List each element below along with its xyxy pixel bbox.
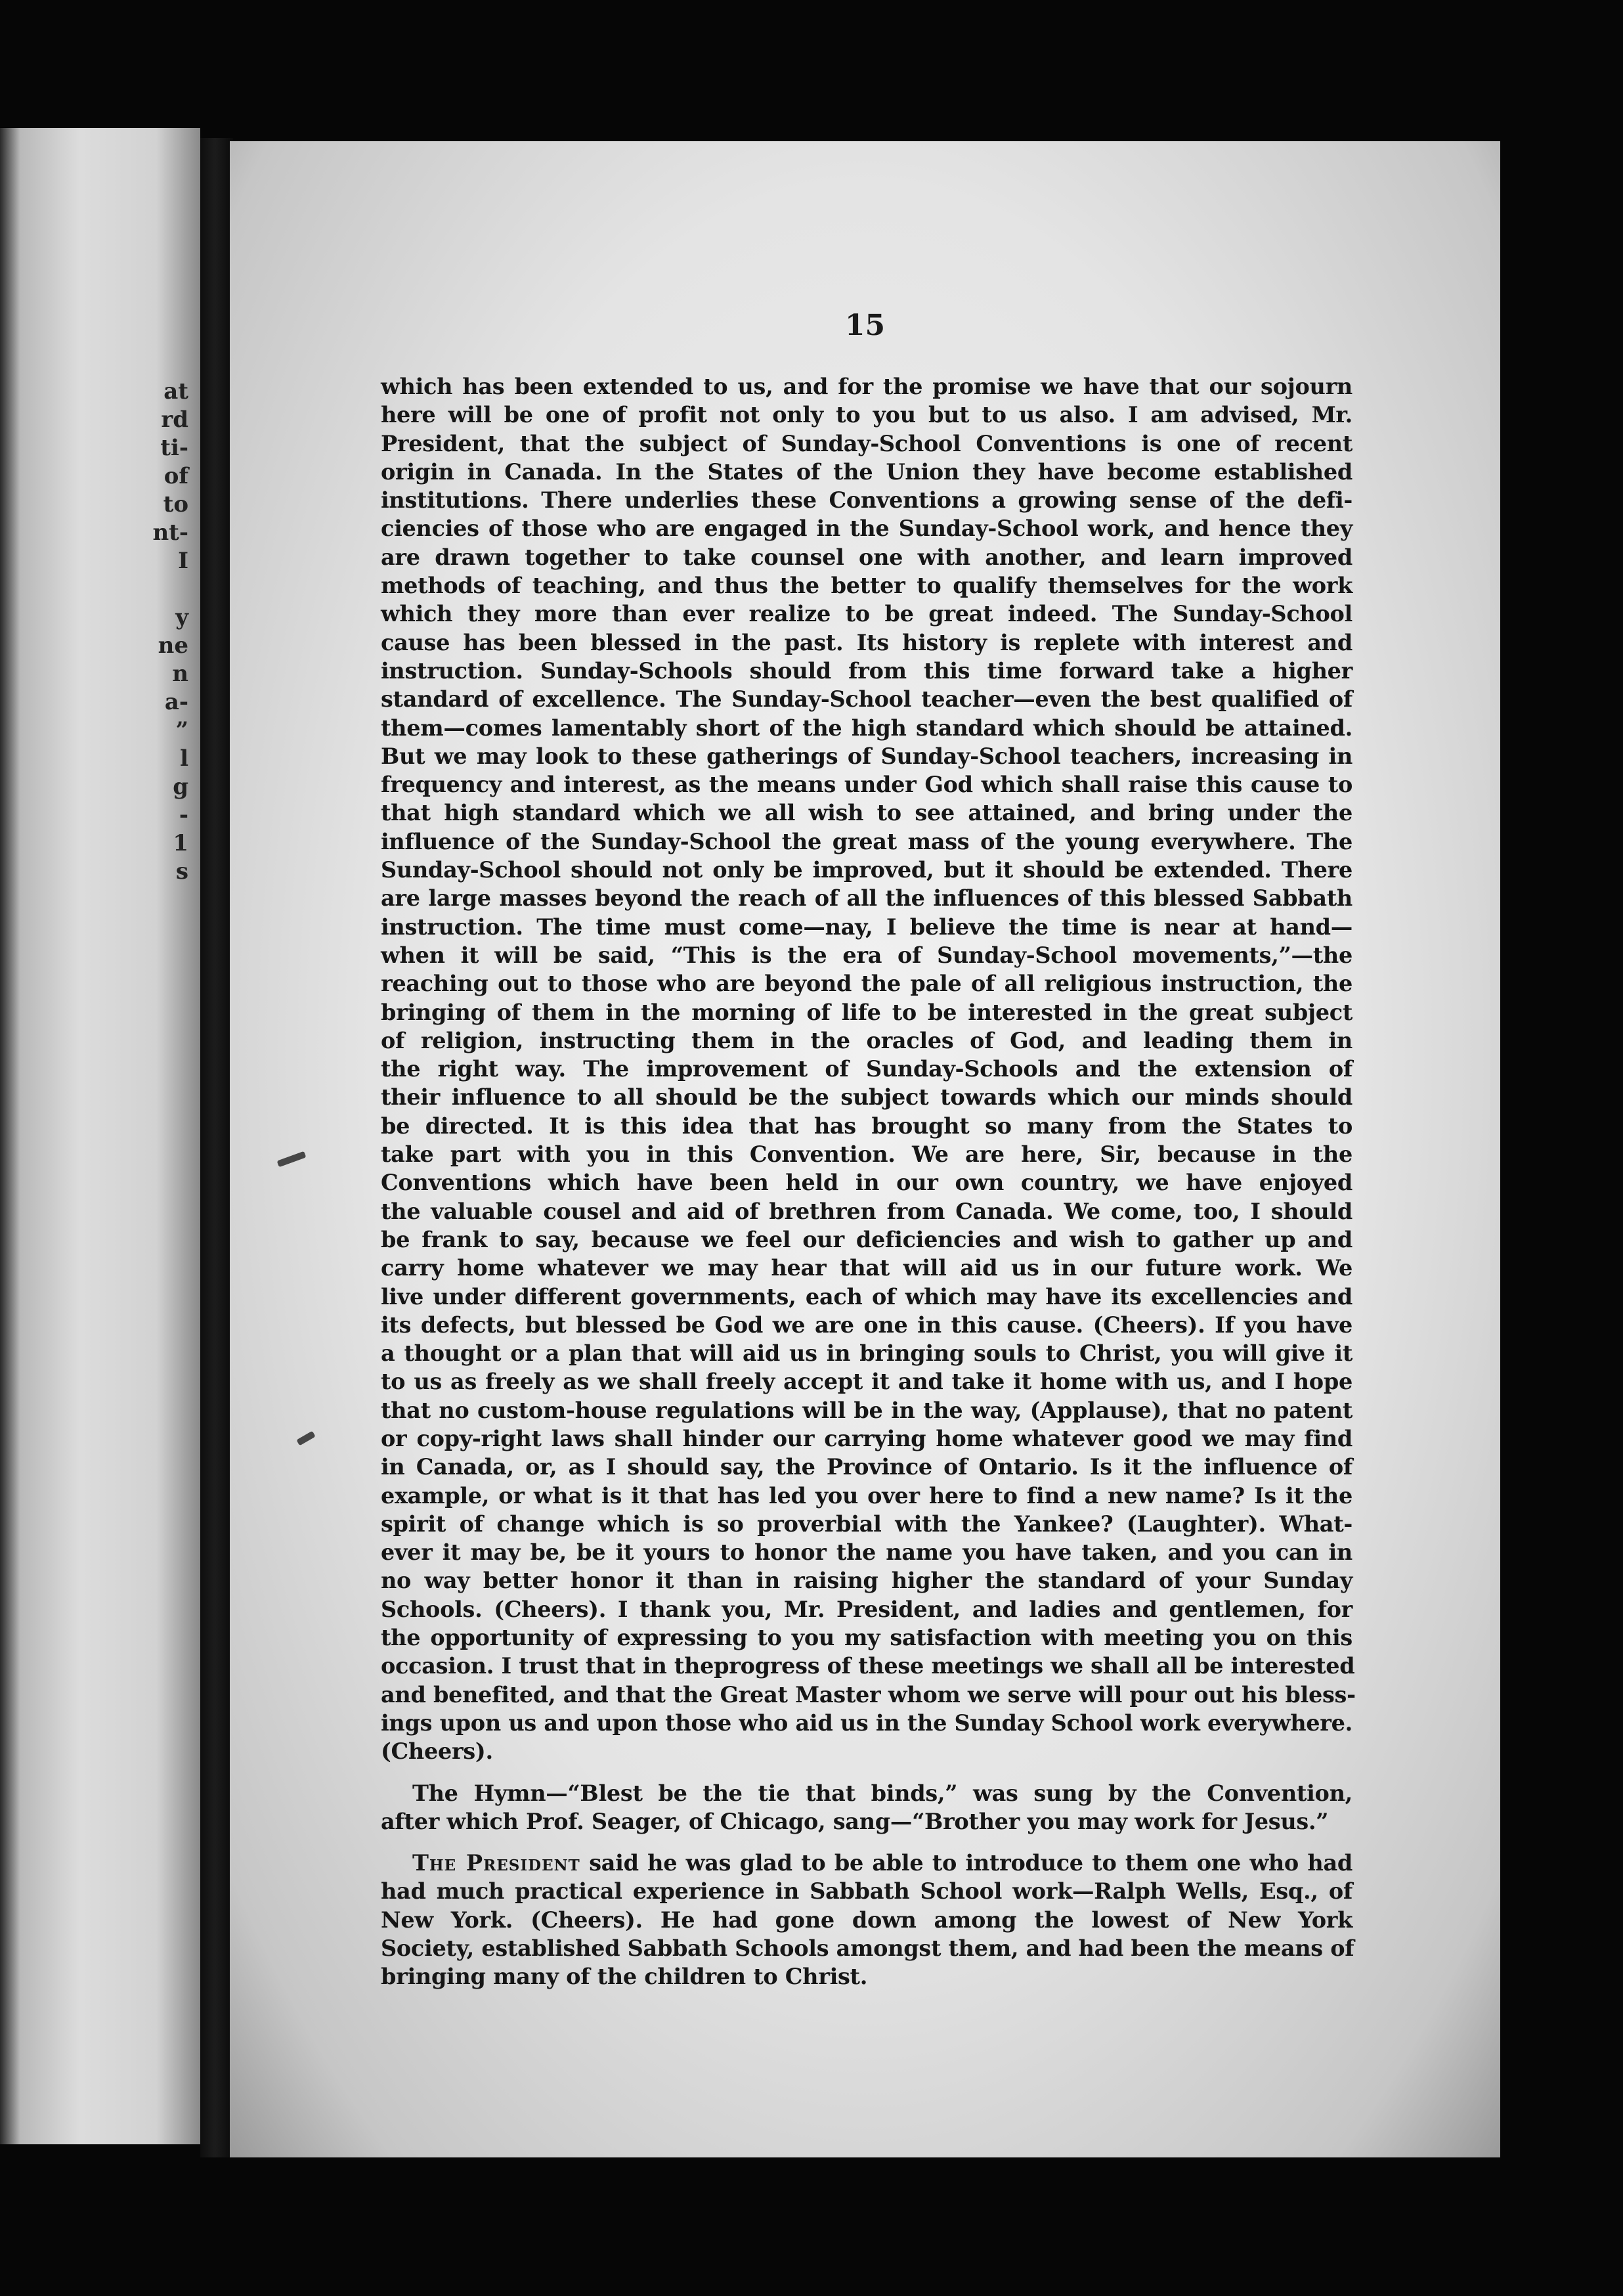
text-line: in Canada, or, as I should say, the Province of Ontario. Is it the influence of <box>381 1454 1352 1480</box>
text-line: (Cheers). <box>381 1738 493 1765</box>
left-page-fragment: of <box>163 463 188 489</box>
text-line-wrap <box>381 1849 1352 1877</box>
text-line: ings upon us and upon those who aid us in the Sunday School work everywhere. <box>381 1710 1352 1736</box>
text-line: or copy-right laws shall hinder our carrying home whatever good we may find <box>381 1425 1352 1451</box>
left-page-fragment: ti- <box>160 435 188 461</box>
text-line: bringing many of the children to Christ. <box>381 1964 868 1990</box>
book-gutter <box>200 138 233 2157</box>
text-line: the valuable cousel and aid of brethren from Canada. We come, too, I should <box>381 1198 1352 1224</box>
left-page-fragment: I <box>178 548 188 574</box>
text-line: influence of the Sunday-School the great mass of the young everywhere. The <box>381 828 1352 854</box>
left-page-fragment: - <box>179 802 188 828</box>
text-line: The Hymn—“Blest be the tie that binds,” was sung by the Convention, <box>412 1780 1352 1806</box>
text-line: cause has been blessed in the past. Its history is replete with interest and <box>381 629 1352 655</box>
text-line: carry home whatever we may hear that will aid us in our future work. We <box>381 1255 1352 1281</box>
text-line: instruction. Sunday-Schools should from this time forward take a higher <box>381 657 1352 684</box>
text-line: example, or what is it that has led you over here to find a new name? Is it the <box>381 1482 1352 1509</box>
left-page-fragment: ” <box>175 717 188 743</box>
text-line: and benefited, and that the Great Master whom we serve will pour out his bless- <box>381 1681 1356 1708</box>
left-page-fragment: nt- <box>152 519 188 546</box>
text-line: Sunday-School should not only be improved, but it should be extended. There <box>381 857 1352 883</box>
right-page <box>230 141 1500 2157</box>
text-line: be directed. It is this idea that has brought so many from the States to <box>381 1113 1352 1139</box>
left-page-fragment: l <box>180 745 188 772</box>
text-line: Schools. (Cheers). I thank you, Mr. President, and ladies and gentlemen, for <box>381 1596 1352 1622</box>
text-line: standard of excellence. The Sunday-School teacher—even the best qualified of <box>381 686 1352 713</box>
left-page-fragment: a- <box>164 689 188 715</box>
text-line: origin in Canada. In the States of the Union they have become established <box>381 458 1352 485</box>
text-line: Society, established Sabbath Schools amongst them, and had been the means of <box>381 1935 1354 1962</box>
text-line: are drawn together to take counsel one with another, and learn improved <box>381 544 1352 570</box>
text-line: after which Prof. Seager, of Chicago, sang—“Brother you may work for Jesus.” <box>381 1808 1329 1834</box>
text-line: to us as freely as we shall freely accept it and take it home with us, and I hope <box>381 1369 1352 1395</box>
left-page-fragment: at <box>163 378 188 405</box>
text-line: But we may look to these gatherings of Sunday-School teachers, increasing in <box>381 743 1352 769</box>
text-line: which has been extended to us, and for the promise we have that our sojourn <box>381 374 1352 399</box>
left-page-fragment: n <box>172 661 188 687</box>
text-line: are large masses beyond the reach of all the influences of this blessed Sabbath <box>381 885 1352 912</box>
left-page-fragment: to <box>163 491 188 518</box>
text-line: its defects, but blessed be God we are one in this cause. (Cheers). If you have <box>381 1312 1352 1338</box>
paragraph-hymn <box>381 1779 1352 1836</box>
text-line: occasion. I trust that in theprogress of these meetings we shall all be interested <box>381 1653 1355 1679</box>
text-line: Conventions which have been held in our own country, we have enjoyed <box>381 1170 1352 1196</box>
page-text <box>381 372 1356 1991</box>
left-page-fragment: 1 <box>173 830 188 856</box>
text-line: had much practical experience in Sabbath School work—Ralph Wells, Esq., of <box>381 1878 1352 1905</box>
text-line: ciencies of those who are engaged in the Sunday-School work, and hence they <box>381 516 1352 542</box>
text-line: of religion, instructing them in the oracles of God, and leading them in <box>381 1027 1352 1053</box>
page-blemish <box>277 1151 307 1167</box>
paragraph-president <box>381 1849 1352 1991</box>
text-line: instruction. The time must come—nay, I believe the time is near at hand— <box>381 914 1352 940</box>
text-line: President, that the subject of Sunday-School Conventions is one of recent <box>381 430 1352 456</box>
text-line: which they more than ever realize to be great indeed. The Sunday-School <box>381 601 1352 627</box>
text-line: live under different governments, each of which may have its excellencies and <box>381 1283 1352 1310</box>
text-line: methods of teaching, and thus the better to qualify themselves for the work <box>381 573 1352 599</box>
left-page-fragment: s <box>175 858 188 885</box>
page-blemish <box>296 1431 315 1446</box>
paragraph-speech <box>381 372 1356 1766</box>
text-line: no way better honor it than in raising higher the standard of your Sunday <box>381 1568 1352 1594</box>
left-facing-page <box>0 128 200 2144</box>
text-line: reaching out to those who are beyond the pale of all religious instruction, the <box>381 971 1352 997</box>
text-line: a thought or a plan that will aid us in bringing souls to Christ, you will give it <box>381 1340 1352 1367</box>
text-line: frequency and interest, as the means under God which shall raise this cause to <box>381 772 1352 798</box>
speaker-name: The President <box>412 1850 580 1876</box>
text-line: the right way. The improvement of Sunday-Schools and the extension of <box>381 1056 1352 1082</box>
left-page-fragment: rd <box>161 407 188 433</box>
text-line: their influence to all should be the subject towards which our minds should <box>381 1084 1352 1111</box>
text-line: bringing of them in the morning of life to be interested in the great subject <box>381 999 1352 1025</box>
left-page-fragment: y <box>175 604 188 630</box>
text-line: the opportunity of expressing to you my satisfaction with meeting you on this <box>381 1625 1352 1651</box>
text-line: them—comes lamentably short of the high standard which should be attained. <box>381 715 1352 741</box>
text-line: said he was glad to be able to introduce to them one who had <box>580 1850 1352 1876</box>
text-line: institutions. There underlies these Conventions a growing sense of the defi- <box>381 487 1352 514</box>
text-line: spirit of change which is so proverbial with the Yankee? (Laughter). What- <box>381 1511 1352 1537</box>
text-line: that no custom-house regulations will be in the way, (Applause), that no patent <box>381 1397 1352 1423</box>
text-line: take part with you in this Convention. We are here, Sir, because in the <box>381 1141 1352 1168</box>
left-page-fragment: g <box>173 774 188 800</box>
left-page-text-fragments <box>152 378 188 886</box>
left-page-fragment: ne <box>158 632 188 659</box>
text-line: New York. (Cheers). He had gone down among the lowest of New York <box>381 1907 1352 1933</box>
page-number: 15 <box>844 309 886 342</box>
text-line: be frank to say, because we feel our deficiencies and wish to gather up and <box>381 1226 1352 1252</box>
text-line: here will be one of profit not only to you but to us also. I am advised, Mr. <box>381 402 1352 428</box>
text-line: when it will be said, “This is the era of Sunday-School movements,”—the <box>381 942 1352 968</box>
text-line: that high standard which we all wish to see attained, and bring under the <box>381 800 1352 826</box>
text-line: ever it may be, be it yours to honor the name you have taken, and you can in <box>381 1539 1352 1566</box>
left-page-fragment <box>152 575 188 604</box>
